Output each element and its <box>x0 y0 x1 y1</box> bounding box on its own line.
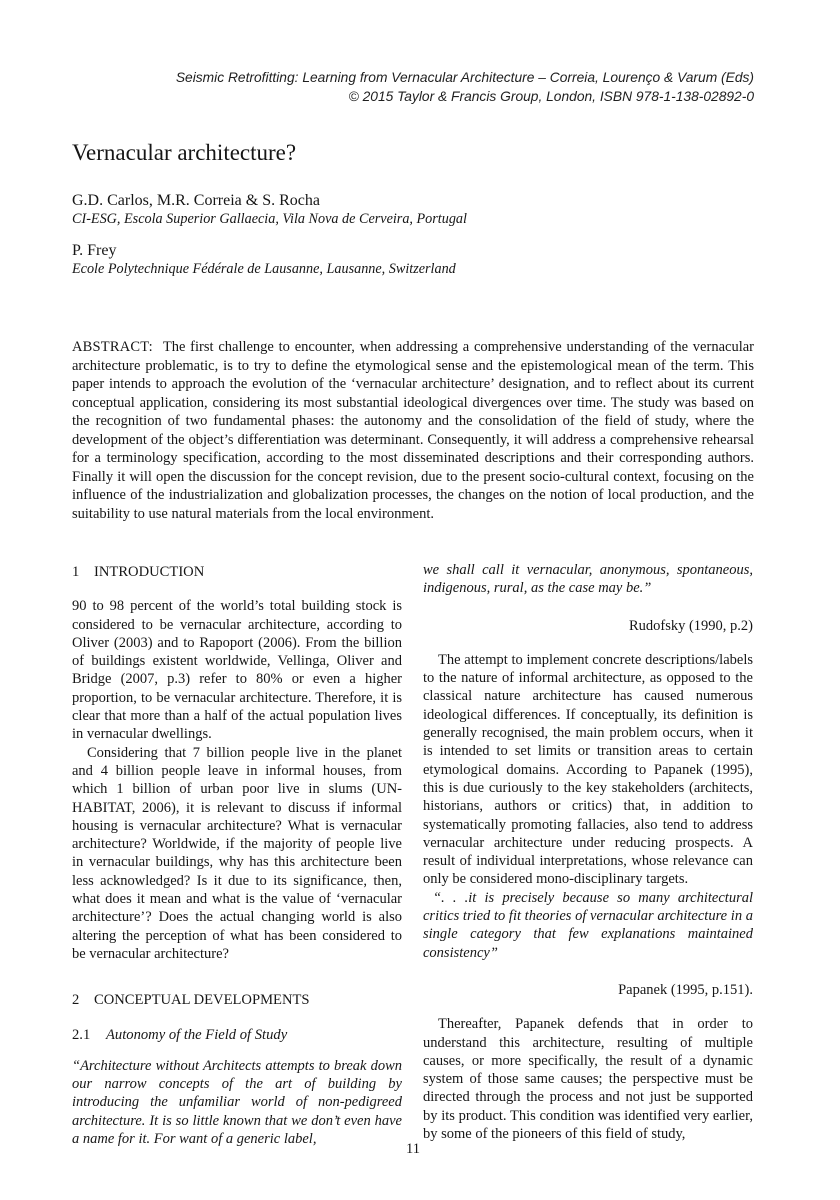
quote-attribution-rudofsky: Rudofsky (1990, p.2) <box>628 617 753 634</box>
author-group <box>72 191 754 228</box>
block-quote-rudofsky-start: “Architecture without Architects attempts to break down our narrow concepts of the art of building by introducing the unfamiliar world of non-pedigreed architecture. It is so little known that we don’t even have a name for it. For want of a generic label, <box>72 1057 402 1148</box>
author-group <box>72 241 754 278</box>
right-column <box>423 561 753 1148</box>
intro-paragraph-1: 90 to 98 percent of the world’s total building stock is considered to be vernacular architecture, according to Oliver (2003) and to Rapoport (2006). From the billion of buildings existent worldwide, Vellinga, Oliver and Bridge (2007, p.3) refer to 80% or even a higher proportion, to be vernacular architecture. Therefore, it is clear that more than a half of the actual population lives in vernacular dwellings. <box>72 598 402 743</box>
section-number: 1 <box>72 564 80 580</box>
author-names: G.D. Carlos, M.R. Correia & S. Rocha <box>72 192 320 209</box>
book-header-line1: Seismic Retrofitting: Learning from Vernacular Architecture – Correia, Lourenço & Varum (Eds) <box>175 70 754 85</box>
section-number: 2 <box>72 992 80 1009</box>
page-number: 11 <box>406 1141 420 1157</box>
block-quote-papanek: “. . .it is precisely because so many architectural critics tried to fit theories of vernacular architecture in a single category that few explanations maintained consistency” <box>423 889 753 961</box>
intro-paragraph-2: Considering that 7 billion people live in the planet and 4 billion people leave in informal houses, from which 1 billion of urban poor live in slums (UN-HABITAT, 2006), it is relevant to discuss if informal housing is vernacular architecture? What is vernacular architecture? Worldwide, if the majority of people live in vernacular buildings, why has this architecture been less acknowledged? Is it due to its significance, then, what does it mean and what is the value of ‘vernacular architecture’? Does the actual changing world is also altering the perception of what has been considered to be vernacular architecture? <box>72 744 402 962</box>
author-affiliation: Ecole Polytechnique Fédérale de Lausanne, Lausanne, Switzerland <box>72 261 456 277</box>
body-paragraph-thereafter: Thereafter, Papanek defends that in order to understand this architecture, resulting of multiple causes, or more specifically, the result of a dynamic system of those same causes; the perspective must be directed through the process and not just be supported by its product. This condition was identified very earlier, by some of the pioneers of this field of study, <box>423 1016 753 1143</box>
subsection-number: 2.1 <box>72 1026 91 1043</box>
abstract <box>72 338 754 523</box>
author-names: P. Frey <box>72 242 117 259</box>
author-affiliation: CI-ESG, Escola Superior Gallaecia, Vila Nova de Cerveira, Portugal <box>72 211 467 227</box>
left-column <box>72 561 402 1148</box>
subsection-title: Autonomy of the Field of Study <box>106 1026 288 1043</box>
quote-attribution-papanek: Papanek (1995, p.151). <box>618 981 753 998</box>
subsection-heading-autonomy <box>72 1026 402 1044</box>
abstract-text: The first challenge to encounter, when addressing a comprehensive understanding of the vernacular architecture problematic, is to try to define the etymological sense and the epistemological mean of the term. This paper intends to approach the evolution of the ‘vernacular architecture’ designation, and to reflect about its current conceptual application, considering its most substantial ideological divergences over time. The study was based on the recognition of two fundamental phases: the autonomy and the consolidation of the field of study, where the development of the object’s differentiation was determinant. Consequently, it will address a comprehensive rehearsal for a terminology specification, according to the most disseminated descriptions and their corresponding authors. Finally it will open the discussion for the concept revision, due to the present socio-cultural context, focusing on the influence of the industrialization and globalization processes, the changes on the notion of local production, and the suitability to use natural materials from the local environment. <box>72 339 754 522</box>
authors-block <box>72 191 754 291</box>
section-title: INTRODUCTION <box>94 564 205 580</box>
section-title: CONCEPTUAL DEVELOPMENTS <box>94 992 310 1009</box>
book-header-line2: © 2015 Taylor & Francis Group, London, ISBN 978-1-138-02892-0 <box>348 89 754 104</box>
two-column-body <box>72 561 754 1148</box>
block-quote-rudofsky-end: we shall call it vernacular, anonymous, spontaneous, indigenous, rural, as the case may be.” <box>423 562 753 597</box>
abstract-label: ABSTRACT: <box>72 339 153 355</box>
book-header <box>72 68 754 106</box>
body-paragraph-papanek: The attempt to implement concrete descriptions/labels to the nature of informal architecture, as opposed to the classical nature architecture has caused numerous ideological differences. If conceptually, its definition is generally recognised, the main problem occurs, when it is intended to set limits or transition areas to certain etymological domains. According to Papanek (1995), this is due curiously to the key stakeholders (architects, historians, authors or critics) that, in addition to systematically promoting fallacies, also tend to address vernacular architecture under reducing prospects. A result of individual interpretations, whose relevance can only be considered mono-disciplinary targets. <box>423 651 753 888</box>
section-heading-introduction <box>72 563 402 581</box>
paper-title: Vernacular architecture? <box>72 140 297 165</box>
section-heading-conceptual-developments <box>72 991 402 1009</box>
